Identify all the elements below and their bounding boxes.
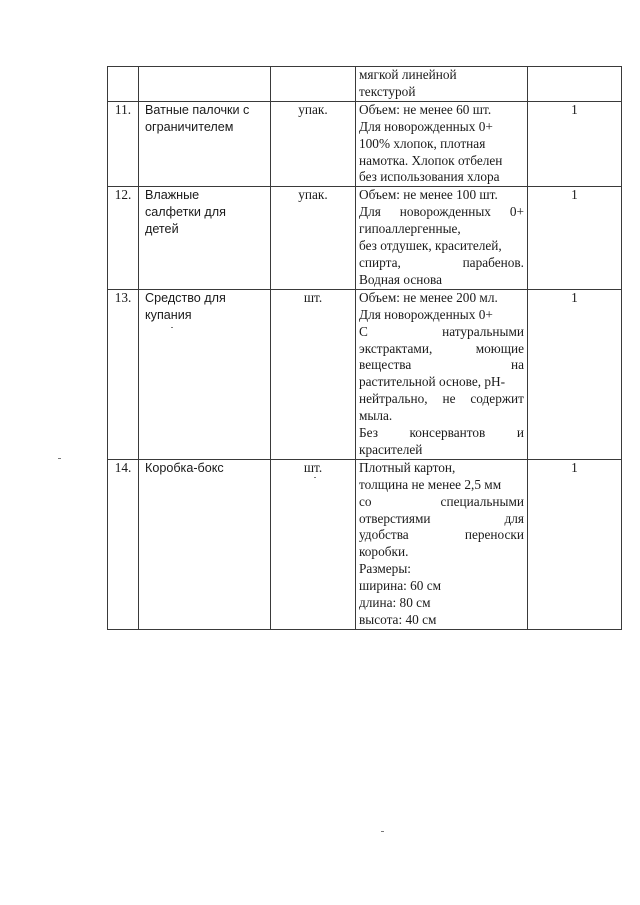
item-name-cell	[139, 67, 271, 102]
description-line: высота: 40 см	[359, 612, 437, 627]
description-line: растительной основе, рН-	[359, 374, 506, 390]
description-line: без использования хлора	[359, 169, 500, 185]
description-word: вещества	[359, 357, 412, 373]
row-number: 11.	[114, 101, 132, 117]
description-line: Водная основа	[359, 271, 443, 287]
description-word: натуральными	[442, 323, 524, 339]
quantity-cell	[528, 289, 622, 459]
description-word: парабенов.	[462, 254, 524, 270]
description-line: Плотный картон,	[359, 459, 456, 475]
table-row	[108, 459, 622, 629]
description-cell	[356, 101, 528, 187]
description-line	[359, 255, 524, 272]
description-cell	[356, 459, 528, 629]
description-line: Объем: не менее 200 мл.	[359, 289, 498, 305]
description-line: гипоаллергенные,	[359, 221, 461, 237]
description-line	[359, 324, 524, 341]
description-word: не	[442, 391, 456, 407]
description-word: новорожденных	[399, 204, 491, 220]
description-word: для	[504, 510, 524, 526]
description-line: без отдушек, красителей,	[359, 238, 502, 254]
table-body	[108, 67, 622, 630]
description-line	[359, 494, 524, 511]
description-word: нейтрально,	[359, 391, 428, 407]
description-line: Для новорожденных 0+	[359, 306, 493, 322]
scan-speck	[171, 327, 173, 328]
item-name-line: Коробка-бокс	[145, 460, 224, 475]
unit-cell	[271, 101, 356, 187]
quantity-value: 1	[571, 101, 578, 117]
description-line	[359, 341, 524, 358]
item-name-cell	[139, 289, 271, 459]
description-line: Объем: не менее 60 шт.	[359, 101, 492, 117]
description-line: намотка. Хлопок отбелен	[359, 152, 503, 168]
unit-value: шт.	[303, 459, 323, 475]
description-word: С	[359, 323, 368, 339]
description-word: консервантов	[409, 425, 486, 441]
description-word: 0+	[509, 204, 524, 220]
row-number-cell	[108, 187, 139, 289]
table-row	[108, 67, 622, 102]
description-line	[359, 511, 524, 528]
unit-value: упак.	[298, 187, 328, 203]
description-word: Без	[359, 425, 378, 441]
description-line: коробки.	[359, 544, 409, 560]
scan-speck	[314, 477, 316, 478]
table-row	[108, 187, 622, 289]
description-line: мягкой линейной	[359, 67, 457, 82]
unit-value: шт.	[303, 289, 323, 305]
description-line: толщина не менее 2,5 мм	[359, 476, 502, 492]
description-line: мыла.	[359, 408, 393, 424]
quantity-value: 1	[571, 459, 578, 475]
scan-speck	[381, 831, 384, 832]
quantity-cell	[528, 101, 622, 187]
description-line: Для новорожденных 0+	[359, 118, 493, 134]
item-name-line: Ватные палочки с	[145, 102, 250, 117]
description-word: экстрактами,	[359, 340, 433, 356]
quantity-value: 1	[571, 187, 578, 203]
description-line	[359, 391, 524, 408]
item-name-line: Влажные	[145, 188, 200, 203]
unit-cell	[271, 289, 356, 459]
item-name-cell	[139, 187, 271, 289]
description-line: Объем: не менее 100 шт.	[359, 187, 498, 203]
item-name-line: ограничителем	[145, 119, 234, 134]
description-word: отверстиями	[359, 510, 431, 526]
row-number: 12.	[114, 187, 132, 203]
description-line: 100% хлопок, плотная	[359, 135, 486, 151]
unit-cell	[271, 187, 356, 289]
description-line: длина: 80 см	[359, 595, 431, 611]
table-row	[108, 289, 622, 459]
row-number-cell	[108, 67, 139, 102]
item-name-cell	[139, 459, 271, 629]
row-number-cell	[108, 459, 139, 629]
description-word: переноски	[464, 527, 524, 543]
quantity-value: 1	[571, 289, 578, 305]
item-name-line: купания	[145, 307, 192, 322]
description-word: Для	[359, 204, 381, 220]
unit-cell	[271, 67, 356, 102]
unit-cell	[271, 459, 356, 629]
quantity-cell	[528, 67, 622, 102]
description-cell	[356, 187, 528, 289]
quantity-cell	[528, 459, 622, 629]
item-name-line: салфетки для	[145, 205, 226, 220]
scan-speck	[58, 458, 61, 459]
description-line: текстурой	[359, 83, 416, 99]
item-name-line: детей	[145, 222, 179, 237]
description-word: со	[359, 493, 372, 509]
description-line	[359, 425, 524, 442]
description-line	[359, 527, 524, 544]
description-line: красителей	[359, 441, 423, 457]
item-name-cell	[139, 101, 271, 187]
description-line	[359, 357, 524, 374]
quantity-cell	[528, 187, 622, 289]
unit-value: упак.	[298, 101, 328, 117]
description-word: на	[510, 357, 524, 373]
description-word: специальными	[440, 493, 524, 509]
row-number: 14.	[114, 459, 132, 475]
description-line: Размеры:	[359, 561, 411, 577]
specification-table	[107, 66, 622, 630]
description-word: содержит	[470, 391, 524, 407]
description-word: удобства	[359, 527, 409, 543]
row-number-cell	[108, 289, 139, 459]
description-word: и	[516, 425, 524, 441]
row-number-cell	[108, 101, 139, 187]
row-number: 13.	[114, 289, 132, 305]
description-cell	[356, 67, 528, 102]
item-name-line: Средство для	[145, 290, 226, 305]
description-word: моющие	[475, 340, 524, 356]
description-word: спирта,	[359, 254, 401, 270]
description-cell	[356, 289, 528, 459]
table-row	[108, 101, 622, 187]
description-line	[359, 204, 524, 221]
description-line: ширина: 60 см	[359, 578, 442, 594]
